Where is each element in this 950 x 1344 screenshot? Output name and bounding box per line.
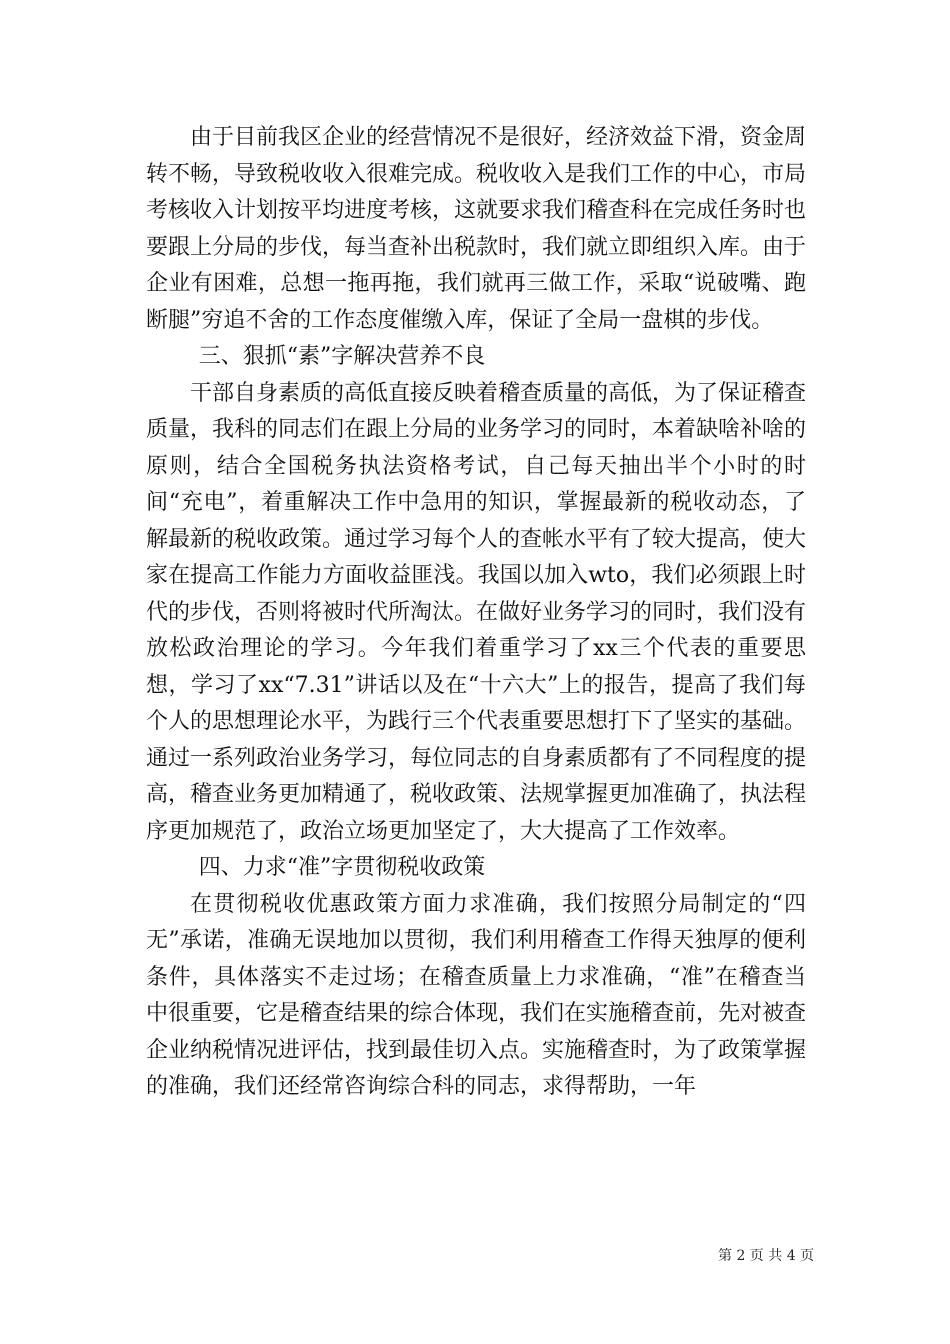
paragraph-staff-quality: 干部自身素质的高低直接反映着稽查质量的高低，为了保证稽查质量，我科的同志们在跟上分局的业务学习的同时，本着缺啥补啥的原则，结合全国税务执法资格考试，自己每天抽出半个小时的时间“充电”，着重解决工作中急用的知识，掌握最新的税收动态，了解最新的税收政策。通过学习每个人的查帐水平有了较大提高，使大家在提高工作能力方面收益匪浅。我国以加入wto，我们必须跟上时代的步伐，否则将被时代所淘汰。在做好业务学习的同时，我们没有放松政治理论的学习。今年我们着重学习了xx三个代表的重要思想，学习了xx“7.31”讲话以及在“十六大”上的报告，提高了我们每个人的思想理论水平，为践行三个代表重要思想打下了坚实的基础。通过一系列政治业务学习，每位同志的自身素质都有了不同程度的提高，稽查业务更加精通了，税收政策、法规掌握更加准确了，执法程序更加规范了，政治立场更加坚定了，大大提高了工作效率。	[146, 380, 807, 844]
page-number-footer: 第 2 页 共 4 页	[718, 1248, 815, 1264]
section-heading-3: 三、狠抓“素”字解决营养不良	[198, 344, 486, 369]
paragraph-tax-policy: 在贯彻税收优惠政策方面力求准确，我们按照分局制定的“四无”承诺，准确无误地加以贯彻，我们利用稽查工作得天独厚的便利条件，具体落实不走过场；在稽查质量上力求准确，“准”在稽查当中很重要，它是稽查结果的综合体现，我们在实施稽查前，先对被查企业纳税情况进评估，找到最佳切入点。实施稽查时，为了政策掌握的准确，我们还经常咨询综合科的同志，求得帮助，一年	[146, 891, 807, 1099]
document-body	[146, 120, 806, 1106]
paragraph-revenue-collection: 由于目前我区企业的经营情况不是很好，经济效益下滑，资金周转不畅，导致税收收入很难完成。税收收入是我们工作的中心，市局考核收入计划按平均进度考核，这就要求我们稽查科在完成任务时也要跟上分局的步伐，每当查补出税款时，我们就立即组织入库。由于企业有困难，总想一拖再拖，我们就再三做工作，采取“说破嘴、跑断腿”穷追不舍的工作态度催缴入库，保证了全局一盘棋的步伐。	[146, 125, 807, 333]
section-heading-4: 四、力求“准”字贯彻税收政策	[198, 855, 486, 880]
